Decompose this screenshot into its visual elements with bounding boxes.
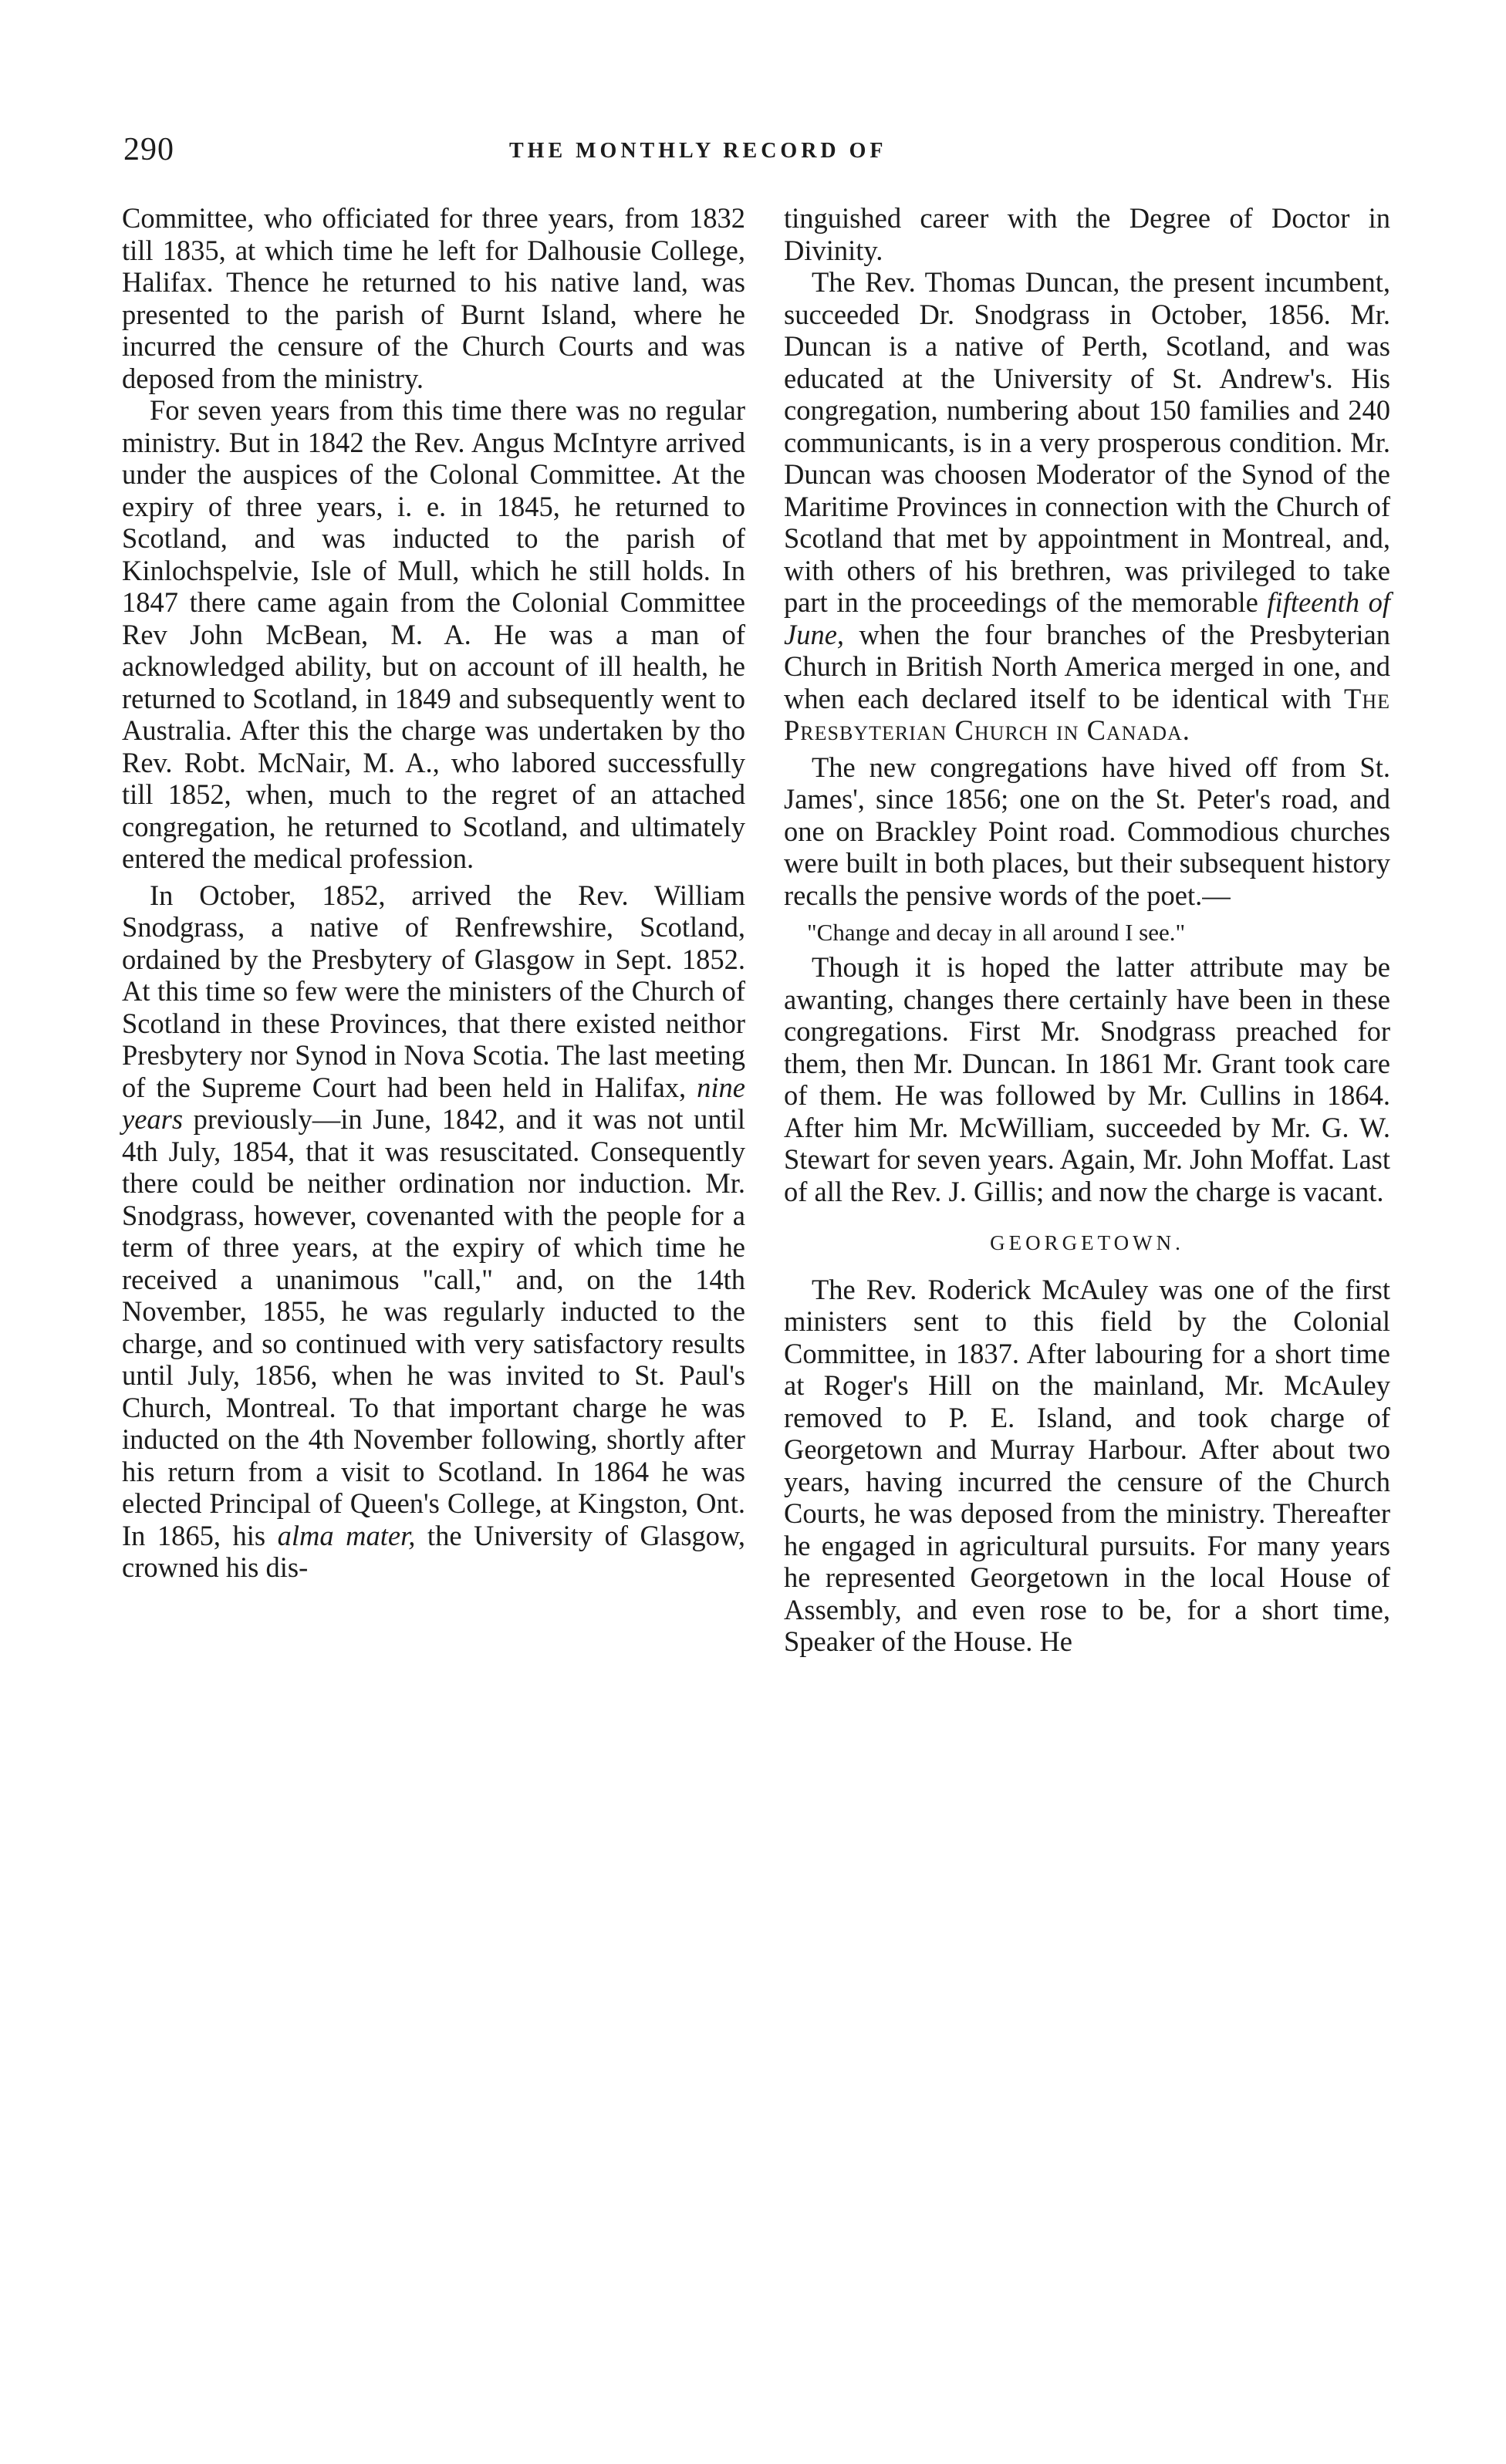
left-column xyxy=(122,202,745,1584)
section-heading: GEORGETOWN. xyxy=(990,1231,1184,1254)
quotation: "Change and decay in all around I see." xyxy=(807,919,1186,946)
right-paragraph-2 xyxy=(784,266,1390,747)
left-paragraph-1: Committee, who officiated for three years, from 1832 till 1835, at which time he left for Dalhousie College, Halifax. Thence he returned to his native land, was presented to the parish of Burnt Island, where he incurred the censure of the Church Courts and was deposed from the ministry. xyxy=(122,202,745,394)
left-paragraph-3-text-c: the University of Glasgow, crowned his dis- xyxy=(122,1519,746,1583)
page-number: 290 xyxy=(123,132,174,167)
left-paragraph-2: For seven years from this time there was no regular ministry. But in 1842 the Rev. Angus McIntyre arrived under the auspices of the Colonal Committee. At the expiry of three years, i. e. in 1845, he returned to Scotland, and was inducted to the parish of Kinlochspelvie, Isle of Mull, which he still holds. In 1847 there came again from the Colonial Committee Rev John McBean, M. A. He was a man of acknowledged ability, but on account of ill health, he returned to Scotland, in 1849 and subsequently went to Australia. After this the charge was undertaken by tho Rev. Robt. McNair, M. A., who labored successfully till 1852, when, much to the regret of an attached congregation, he returned to Scotland, and ultimately entered the medical profession. xyxy=(122,394,745,874)
running-head: THE MONTHLY RECORD OF xyxy=(509,139,887,163)
right-column xyxy=(784,202,1390,1658)
right-paragraph-2-text-a: The Rev. Thomas Duncan, the present incumbent, succeeded Dr. Snodgrass in October, 1856. Mr. Duncan is a native of Perth, Scotland, and was educated at the University of St. Andrew's. His congregation, numbering about 150 families and 240 communicants, is in a very prosperous condition. Mr. Duncan was choosen Moderator of the Synod of the Maritime Provinces in connection with the Church of Scotland that met by appointment in Montreal, and, with others of his brethren, was privileged to take part in the proceedings of the memorable xyxy=(784,266,1390,618)
left-paragraph-3-text-b: previously—in June, 1842, and it was not until 4th July, 1854, that it was resuscitated. Consequently there could be neither ordination nor induction. Mr. Snodgrass, however, covenanted with the people for a term of three years, at the expiry of which time he received a unanimous "call," and, on the 14th November, 1855, he was regularly inducted to the charge, and so continued with very satisfactory results until July, 1856, when he was invited to St. Paul's Church, Montreal. To that important charge he was inducted on the 4th November following, shortly after his return from a visit to Scotland. In 1864 he was elected Principal of Queen's College, at Kingston, Ont. In 1865, his xyxy=(122,1103,745,1551)
right-paragraph-2-italic: fifteenth of June, xyxy=(784,586,1390,650)
right-paragraph-2-smallcaps: The Presbyterian Church in Canada. xyxy=(784,682,1391,746)
left-paragraph-3 xyxy=(122,879,745,1584)
left-paragraph-3-italic-2: alma mater, xyxy=(277,1519,416,1551)
right-paragraph-1: tinguished career with the Degree of Doctor in Divinity. xyxy=(784,202,1390,266)
right-paragraph-5: The Rev. Roderick McAuley was one of the first ministers sent to this field by the Colonial Committee, in 1837. After labouring for a short time at Roger's Hill on the mainland, Mr. McAuley removed to P. E. Island, and took charge of Georgetown and Murray Harbour. After about two years, having incurred the censure of the Church Courts, he was deposed from the ministry. Thereafter he engaged in agricultural pursuits. For many years he represented Georgetown in the local House of Assembly, and even rose to be, for a short time, Speaker of the House. He xyxy=(784,1273,1390,1657)
left-paragraph-3-italic-1: nine years xyxy=(122,1071,745,1135)
right-paragraph-4: Though it is hoped the latter attribute may be awanting, changes there certainly have been in these congregations. First Mr. Snodgrass preached for them, then Mr. Duncan. In 1861 Mr. Grant took care of them. He was followed by Mr. Cullins in 1864. After him Mr. McWilliam, succeeded by Mr. G. W. Stewart for seven years. Again, Mr. John Moffat. Last of all the Rev. J. Gillis; and now the charge is vacant. xyxy=(784,951,1390,1207)
right-paragraph-2-text-b: when the four branches of the Presbyterian Church in British North America merged in one, and when each declared itself to be identical with xyxy=(784,618,1390,714)
right-paragraph-3: The new congregations have hived off from St. James', since 1856; one on the St. Peter's road, and one on Brackley Point road. Commodious churches were built in both places, but their subsequent history recalls the pensive words of the poet.— xyxy=(784,751,1390,911)
left-paragraph-3-text-a: In October, 1852, arrived the Rev. William Snodgrass, a native of Renfrewshire, Scotland, ordained by the Presbytery of Glasgow in Sept. 1852. At this time so few were the ministers of the Church of Scotland in these Provinces, that there existed neithor Presbytery nor Synod in Nova Scotia. The last meeting of the Supreme Court had been held in Halifax, xyxy=(122,879,745,1103)
